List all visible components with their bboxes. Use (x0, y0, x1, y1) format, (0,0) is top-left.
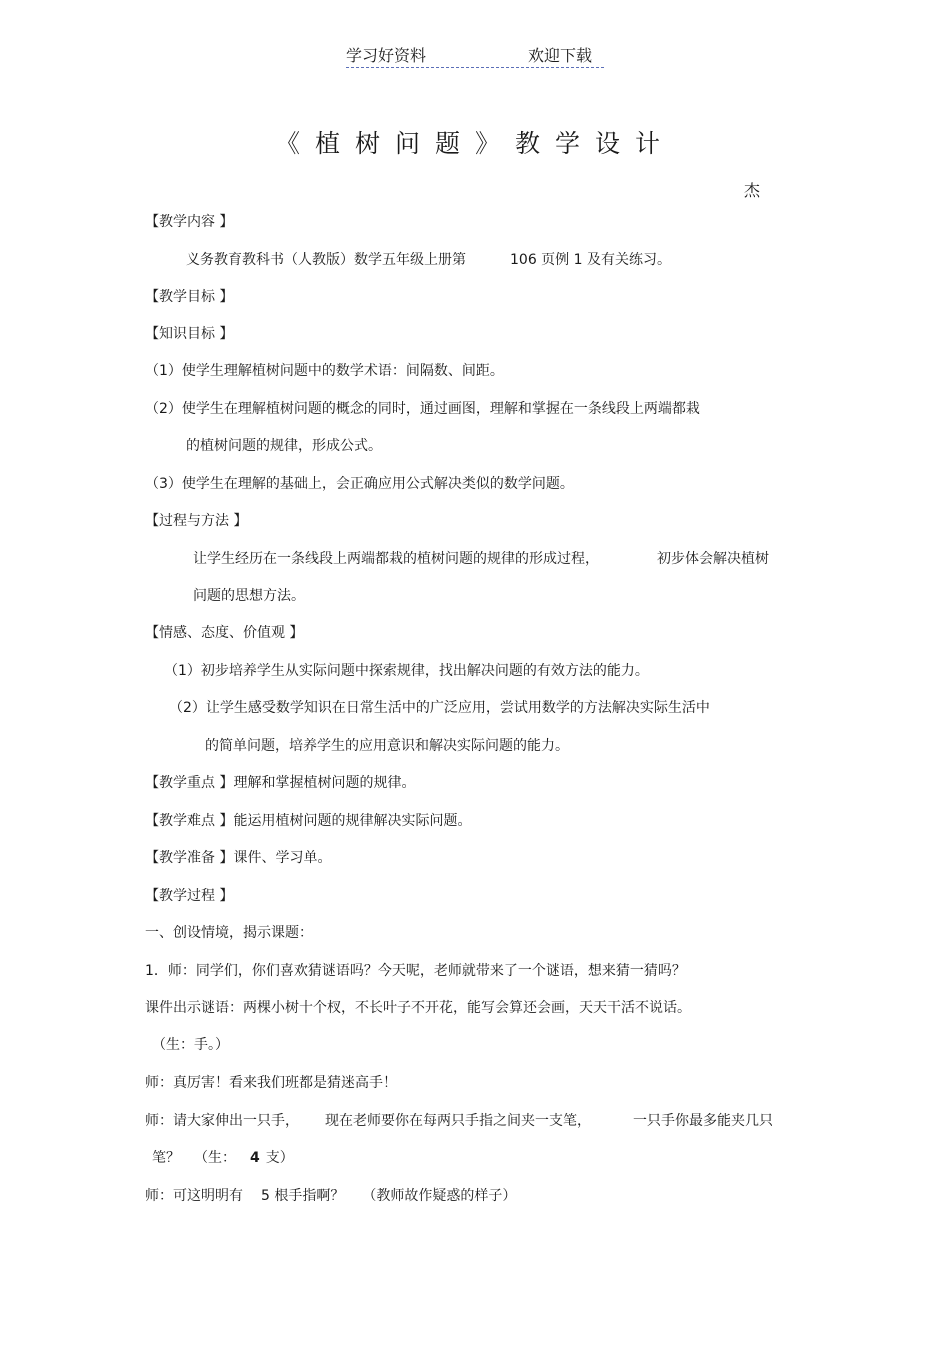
author-name: 杰 (744, 181, 761, 200)
dialogue-line-4 (145, 1187, 516, 1205)
process-text-cont: 问题的思想方法。 (193, 588, 305, 604)
dialogue-line-3 (145, 1112, 773, 1130)
emotion-item-1: （1）初步培养学生从实际问题中探索规律，找出解决问题的有效方法的能力。 (164, 663, 649, 679)
procedure-step-1: 一、创设情境，揭示课题： (145, 925, 313, 941)
key-point-line: 【教学重点 】理解和掌握植树问题的规律。 (145, 775, 416, 791)
process-text-b: 初步体会解决植树 (657, 551, 769, 567)
document-title: 《植树问题》教学设计 (274, 129, 675, 158)
dialogue-line-1: 1．师：同学们，你们喜欢猜谜语吗？今天呢，老师就带来了一个谜语，想来猜一猜吗？ (145, 963, 686, 979)
dialogue-line-4-a: 师：可这明明有 (145, 1188, 243, 1204)
section-heading-process: 【过程与方法 】 (145, 513, 248, 529)
dialogue-line-3-a: 师：请大家伸出一只手， (145, 1113, 299, 1129)
dialogue-line-3-b: 现在老师要你在每两只手指之间夹一支笔， (325, 1113, 591, 1129)
dialogue-line-3-c: 一只手你最多能夹几只 (633, 1113, 773, 1129)
dialogue-line-3-cont (152, 1149, 294, 1167)
header-left-text: 学习好资料 (346, 46, 427, 65)
dialogue-line-4-b: 5 根手指啊？ (261, 1188, 345, 1204)
emotion-item-2-cont: 的简单问题，培养学生的应用意识和解决实际问题的能力。 (205, 738, 569, 754)
preparation-line: 【教学准备 】课件、学习单。 (145, 850, 332, 866)
content-text-a: 义务教育教科书（人教版）数学五年级上册第 (186, 252, 466, 268)
section-heading-procedure: 【教学过程 】 (145, 888, 234, 904)
riddle-line: 课件出示谜语：两棵小树十个杈，不长叶子不开花，能写会算还会画，天天干活不说话。 (145, 1000, 691, 1016)
emotion-item-2: （2）让学生感受数学知识在日常生活中的广泛应用，尝试用数学的方法解决实际生活中 (169, 700, 710, 716)
content-text (186, 251, 671, 269)
knowledge-item-2-cont: 的植树问题的规律，形成公式。 (186, 438, 382, 454)
section-heading-goals: 【教学目标 】 (145, 289, 234, 305)
content-text-b: 106 页例 1 及有关练习。 (510, 252, 671, 268)
knowledge-item-1: （1）使学生理解植树问题中的数学术语：间隔数、间距。 (145, 363, 504, 379)
dialogue-line-3-d: 笔？ (152, 1150, 180, 1166)
page-header (346, 43, 604, 68)
student-answer-2-a: （生： (194, 1150, 236, 1166)
student-answer-1: （生：手。） (152, 1037, 229, 1053)
section-heading-content: 【教学内容 】 (145, 214, 234, 230)
header-right-text: 欢迎下载 (528, 46, 593, 65)
dialogue-line-2: 师：真厉害！看来我们班都是猜迷高手！ (145, 1075, 397, 1091)
knowledge-item-2: （2）使学生在理解植树问题的概念的同时，通过画图，理解和掌握在一条线段上两端都栽 (145, 401, 700, 417)
student-answer-2-b: 支） (265, 1150, 294, 1166)
section-heading-emotion: 【情感、态度、价值观 】 (145, 625, 304, 641)
process-text-a: 让学生经历在一条线段上两端都栽的植树问题的规律的形成过程， (193, 551, 599, 567)
process-text (193, 550, 769, 568)
knowledge-item-3: （3）使学生在理解的基础上，会正确应用公式解决类似的数学问题。 (145, 476, 574, 492)
dialogue-line-4-c: （教师故作疑惑的样子） (362, 1188, 517, 1204)
student-answer-2-num: 4 (250, 1150, 260, 1166)
difficulty-line: 【教学难点 】能运用植树问题的规律解决实际问题。 (145, 813, 472, 829)
section-heading-knowledge: 【知识目标 】 (145, 326, 234, 342)
